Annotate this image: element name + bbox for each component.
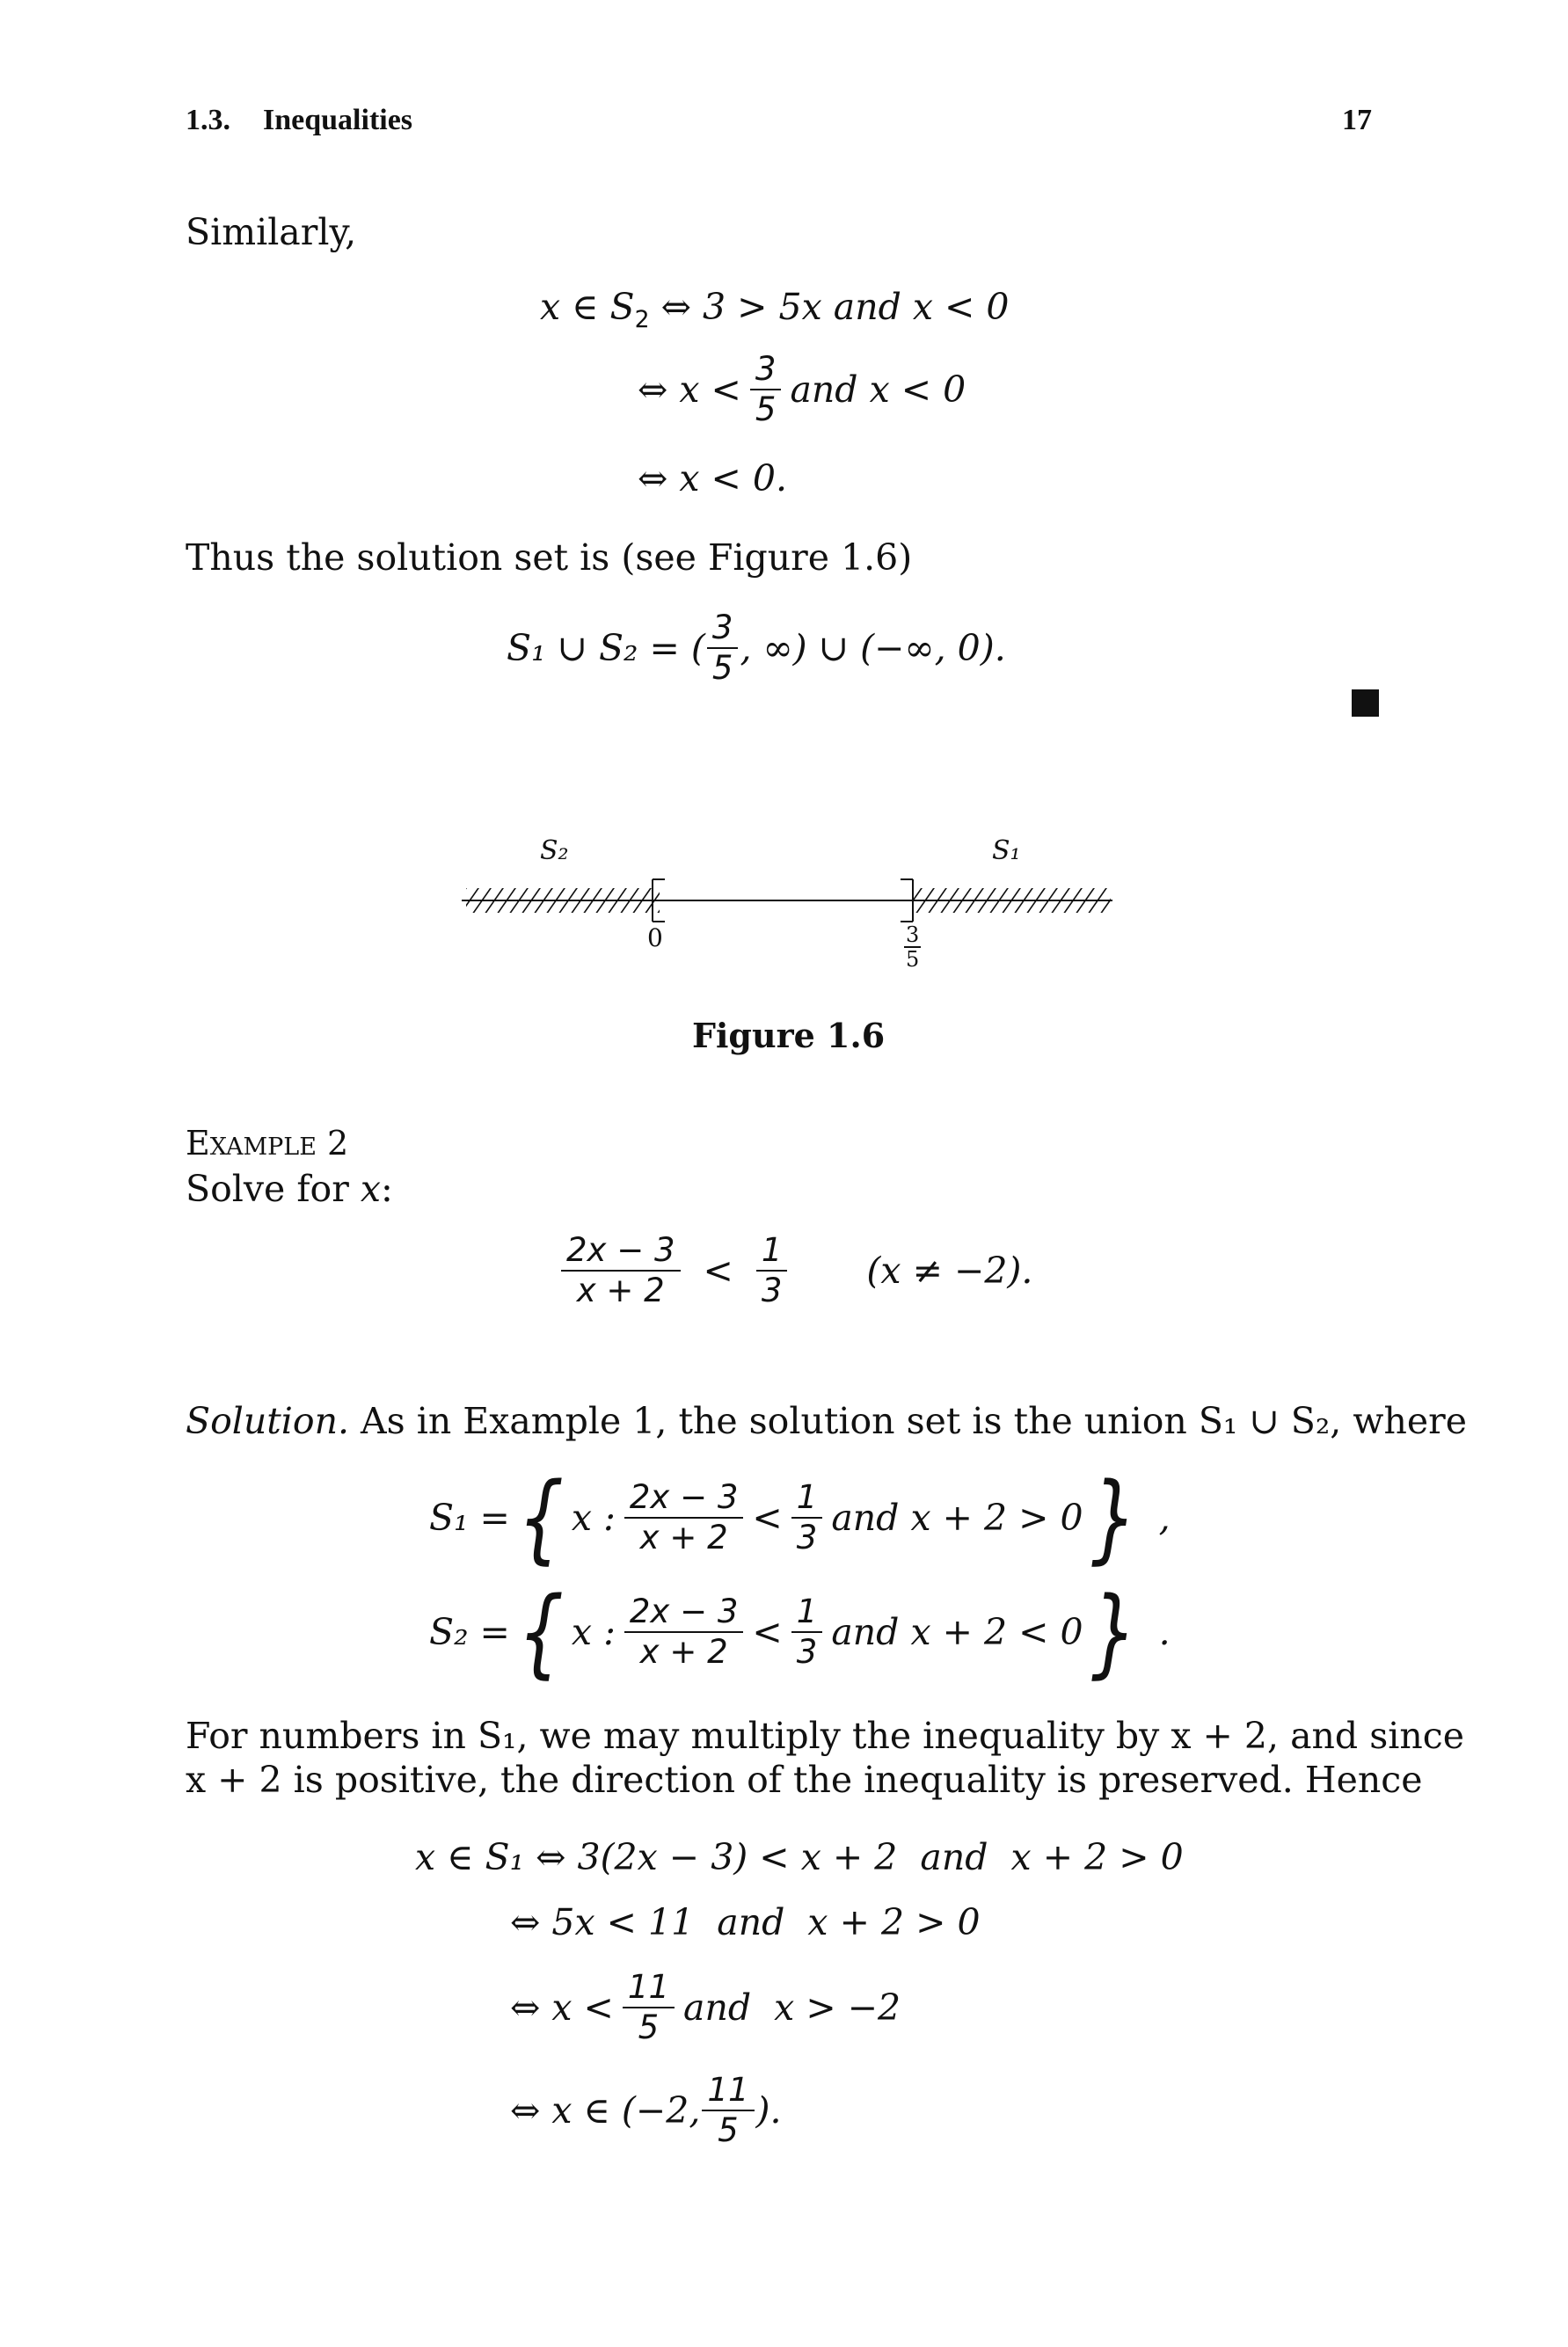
- fraction: $\frac{1}{3}$: [756, 1231, 788, 1310]
- section-title: Inequalities: [263, 104, 413, 136]
- paragraph-similarly: Similarly,: [186, 211, 357, 253]
- solution-paragraph: Solution. As in Example 1, the solution set is the union S₁ ∪ S₂, where: [186, 1400, 1467, 1442]
- fraction: $\frac{11}{5}$: [702, 2071, 754, 2150]
- fraction: $\frac{11}{5}$: [623, 1968, 675, 2047]
- s1-derivation-line1: x ∈ S₁ ⇔ 3(2x − 3) < x + 2 and x + 2 > 0: [415, 1836, 1184, 1878]
- union-equation: S₁ ∪ S₂ = ( $\frac{3}{5}$ , ∞) ∪ (−∞, 0).: [507, 609, 1006, 687]
- end-of-proof-square: [1352, 689, 1379, 717]
- fraction: $\frac{2x - 3}{x + 2}$: [561, 1231, 681, 1310]
- running-head: [186, 104, 412, 137]
- paragraph-numbers-line1: For numbers in S₁, we may multiply the inequality by x + 2, and since: [186, 1715, 1464, 1757]
- s1-derivation-line4: ⇔ x ∈ (−2, $\frac{11}{5}$ ).: [510, 2071, 782, 2149]
- example-inequality: $\frac{2x - 3}{x + 2}$ < $\frac{1}{3}$ (x ≠ −2).: [552, 1231, 1032, 1310]
- fraction: $\frac{1}{3}$: [791, 1593, 823, 1672]
- s1-definition: S₁ = { x : $\frac{2x - 3}{x + 2}$ < $\frac{1}{3}$ and x + 2 > 0 } ,: [429, 1461, 1171, 1574]
- paragraph-thus: Thus the solution set is (see Figure 1.6): [186, 536, 913, 579]
- fraction: $\frac{1}{3}$: [791, 1478, 823, 1557]
- paragraph-numbers-line2: x + 2 is positive, the direction of the inequality is preserved. Hence: [186, 1759, 1423, 1801]
- figure-caption: Figure 1.6: [692, 1016, 886, 1055]
- s1-derivation-line2: ⇔ 5x < 11 and x + 2 > 0: [510, 1901, 981, 1943]
- fraction: $\frac{2x - 3}{x + 2}$: [624, 1593, 744, 1672]
- s2-derivation-line3: ⇔ x < 0.: [638, 457, 788, 499]
- example-label: Example 2: [186, 1124, 349, 1163]
- left-brace: {: [517, 1461, 565, 1574]
- figure-tick-three-fifths: 3 5: [906, 922, 920, 972]
- solution-label: Solution.: [186, 1400, 350, 1442]
- right-brace: }: [1090, 1576, 1137, 1688]
- example-prompt: Solve for x:: [186, 1168, 393, 1210]
- section-number: 1.3.: [186, 104, 230, 136]
- figure-label-s2: S₂: [540, 835, 569, 866]
- s2-derivation-line1: x ∈ $S_2$ ⇔ 3 > 5x and x < 0: [540, 286, 1010, 334]
- left-brace: {: [517, 1576, 565, 1688]
- fraction: $\frac{3}{5}$: [750, 350, 782, 429]
- figure-tick-zero: 0: [647, 923, 663, 952]
- right-brace: }: [1090, 1461, 1137, 1574]
- page-number: 17: [1342, 104, 1372, 136]
- s1-derivation-line3: ⇔ x < $\frac{11}{5}$ and x > −2: [510, 1968, 901, 2046]
- fraction: $\frac{3}{5}$: [707, 609, 739, 688]
- s2-derivation-line2: ⇔ x < $\frac{3}{5}$ and x < 0: [638, 350, 966, 428]
- figure-label-s1: S₁: [992, 835, 1021, 866]
- fraction: $\frac{2x - 3}{x + 2}$: [624, 1478, 744, 1557]
- s2-definition: S₂ = { x : $\frac{2x - 3}{x + 2}$ < $\frac{1}{3}$ and x + 2 < 0 } .: [429, 1576, 1171, 1688]
